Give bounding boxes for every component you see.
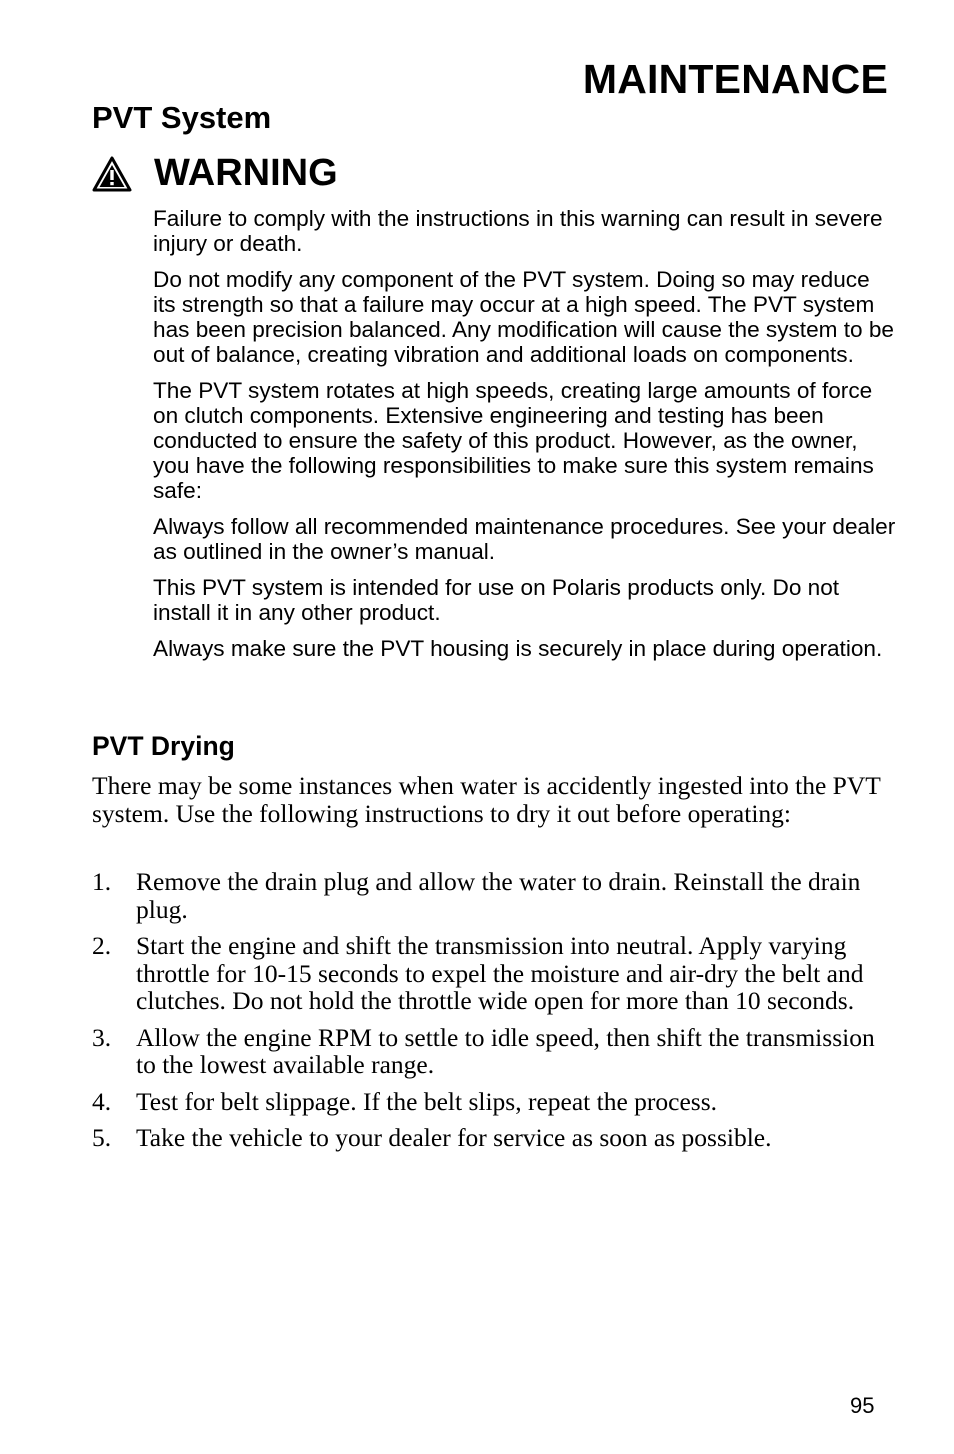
step-text: Take the vehicle to your dealer for service as soon as possible. [136, 1123, 772, 1152]
intro-paragraph: There may be some instances when water is accidently ingested into the PVT system. Use the following instructions to dry it out before operating: [92, 771, 881, 828]
step-number: 3. [92, 1022, 112, 1052]
warning-header [92, 152, 338, 195]
list-item [92, 932, 892, 1015]
warning-body [153, 206, 898, 672]
steps-list [92, 868, 892, 1161]
warning-paragraph: The PVT system rotates at high speeds, creating large amounts of force on clutch components. Extensive engineering and testing has been conducted to ensure the safety of this product. However, as the owner, you have the following responsibilities to make sure this system remains safe: [153, 378, 874, 503]
step-text: Test for belt slippage. If the belt slips, repeat the process. [136, 1086, 717, 1116]
warning-paragraph: This PVT system is intended for use on Polaris products only. Do not install it in any other product. [153, 575, 840, 625]
step-number: 1. [92, 867, 112, 896]
step-number: 2. [92, 931, 112, 960]
chapter-title: MAINTENANCE [582, 56, 888, 102]
warning-label: WARNING [154, 152, 338, 194]
warning-paragraph: Always follow all recommended maintenance procedures. See your dealer as outlined in the owner’s manual. [153, 514, 896, 564]
page-number: 95 [850, 1393, 875, 1418]
warning-paragraph: Always make sure the PVT housing is securely in place during operation. [153, 636, 883, 661]
step-text: Allow the engine RPM to settle to idle speed, then shift the transmission to the lowest available range. [136, 1022, 875, 1079]
step-text: Remove the drain plug and allow the water to drain. Reinstall the drain plug. [136, 867, 861, 924]
step-number: 4. [92, 1086, 112, 1116]
list-item [92, 1088, 892, 1116]
warning-triangle-icon [92, 156, 132, 192]
subsection-title: PVT Drying [92, 731, 235, 761]
warning-paragraph: Failure to comply with the instructions in this warning can result in severe injury or death. [153, 206, 883, 256]
list-item [92, 868, 892, 923]
section-title: PVT System [92, 100, 272, 135]
step-number: 5. [92, 1123, 112, 1152]
list-item [92, 1124, 892, 1152]
step-text: Start the engine and shift the transmission into neutral. Apply varying throttle for 10-15 seconds to expel the moisture and air-dry the belt and clutches. Do not hold the throttle wide open for more than 10 seconds. [136, 931, 864, 1015]
warning-paragraph: Do not modify any component of the PVT system. Doing so may reduce its strength so that a failure may occur at a high speed. The PVT system has been precision balanced. Any modification will cause the system to be out of balance, creating vibration and additional loads on components. [153, 267, 894, 367]
list-item [92, 1024, 892, 1079]
